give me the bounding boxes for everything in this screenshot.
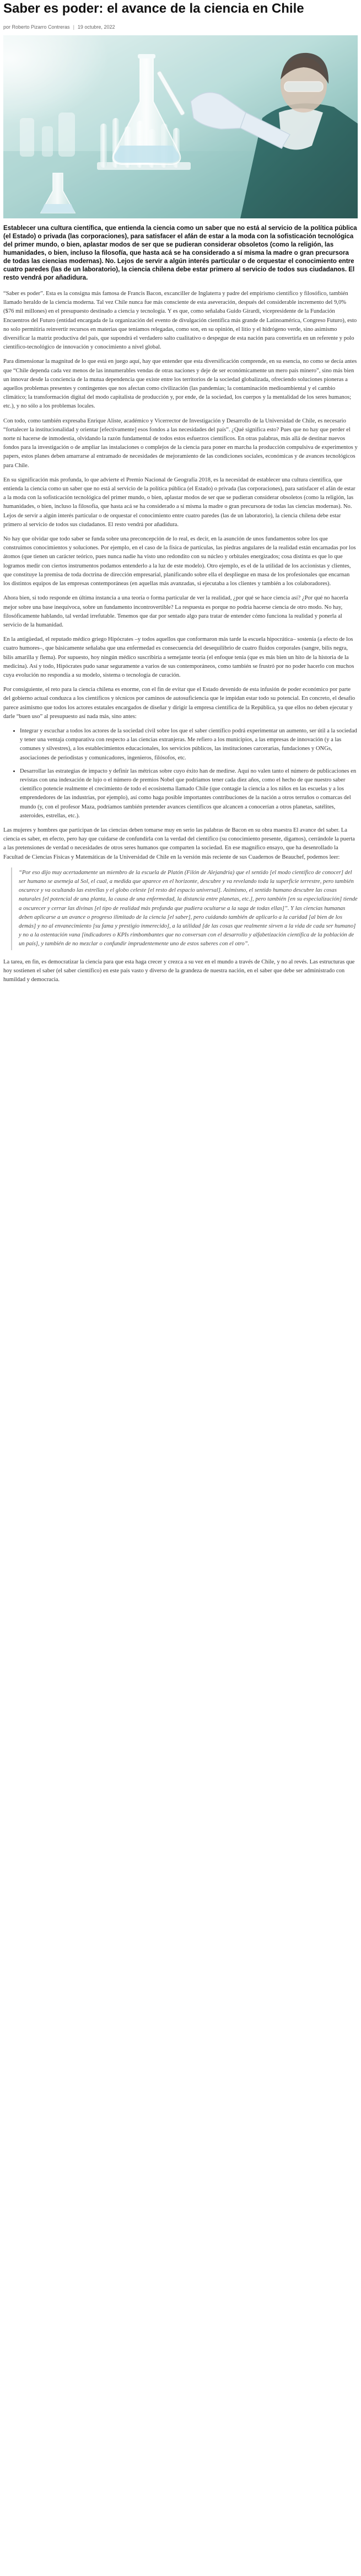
publish-date: 19 octubre, 2022 <box>77 24 115 30</box>
paragraph: Para dimensionar la magnitud de lo que está en juego aquí, hay que entender que esta diversificación comprende, en su esencia, no como se decía antes que “Chile dependa cada vez menos de las innumerables vendas de otras naciones y deje de ser económicamente un mero país minero”, sino más bien un innovar desde la conciencia de la mutua dependencia que existe entre los territorios de la sociedad globalizada, ofreciendo soluciones pioneras a aquellos problemas presentes y contingentes que nos afectan como civilización (las pandemias; la contaminación medioambiental y el cambio climático; la transformación digital del modo capitalista de producción y, por ende, de la sociedad, los cuerpos y la mentalidad de los seres humanos; etc.), y no sólo a los problemas locales. <box>3 358 357 410</box>
byline-separator: | <box>73 24 74 30</box>
quote-text: “Por eso dijo muy acertadamente un miembro de la escuela de Platón (Filón de Alejandría) que el sentido [el modo científico de conocer] del ser humano se asemeja al Sol, el cual, a medida que aparece en el horizonte, descubre y va revelando toda la superficie terrestre, pero también oscurece y va ocultando las estrellas y el globo celeste [el resto del espacio universal]. Asimismo, el sentido humano descubre las cosas naturales [el potencial de una planta, la causa de una enfermedad, la distancia entre planetas, etc.], pero también [en su especialización] tiende a oscurecer y cerrar las divinas [el tipo de realidad más profunda que pudiera ocultarse a la saga de todas ellas]”. Y las ciencias humanas deben aplicarse a un avance o progreso ilimitado de la ciencia [el saber], pero cuidando también de aplicarlo a la caridad [al bien de los demás] y no al envanecimiento [su fama y prestigio inmerecido], a la utilidad [de las cosas que realmente sirven a la vida de cada ser humano] y no a la ostentación vana [indicadores o KPIs rimbombantes que no conversan con el desarrollo y alfabetización científica de la población de un país], y también de no mezclar o confundir imprudentemente uno de estos saberes con el otro”. <box>19 869 358 947</box>
paragraph: En la antigüedad, el reputado médico griego Hipócrates –y todos aquellos que conformaron más tarde la escuela hipocrática– sostenía (a efecto de los cuatro humores–, que básicamente señalaba que una enfermedad es consecuencia del desequilibrio de cuatro fluidos corporales (sangre, bilis negra, bilis amarilla y flema). Por supuesto, hoy ningún médico suscribiría a semejante teoría (el enfoque tenía (que es más bien un hito de la historia de la medicina). Así y todo, Hipócrates pudo sanar seguramente a varios de sus contemporáneos, como también se frustró por no poder hacerlo con muchos cuya evolución no respondía a su modelo, sistema o tecnología de curación. <box>3 636 354 678</box>
blockquote <box>11 867 358 950</box>
paragraph: Las mujeres y hombres que participan de las ciencias deben tomarse muy en serio las palabras de Bacon en su obra maestra El avance del saber. La ciencia es saber, en efecto, pero hay que cuidarse de confundirla con la verdad del científico (su conocimiento presente, digamos), cerrándole la puerta a las pretensiones de verdad o necesidades de otros seres humanos que comparten la sociedad. En ese magnífico ensayo, que ha desenrollado la Facultad de Ciencias Físicas y Matemáticas de la Universidad de Chile en la versión más reciente de sus Cuadernos de Beauchef, podemos leer: <box>3 827 355 860</box>
bullet-list <box>3 727 358 821</box>
paragraph: Con todo, como también expresaba Enrique Aliste, académico y Vicerrector de Investigación y Desarrollo de la Universidad de Chile, es necesario “fortalecer la institucionalidad y orientar [efectivamente] esos fondos a las necesidades del país”. ¿Qué significa esto? Pues que no hay que perder el norte ni hacerse de inmodestia, olvidando la razón fundamental de todos estos esfuerzos científicos. En otras palabras, más allá de destinar nuevos fondos para la investigación o de ampliar las instalaciones o complejos de la ciencia para poner en marcha la producción compulsiva de experimentos y papers, estos planes deben amarrarse al entramado de necesidades de mejoramiento de las condiciones sociales, económicas y de avances tecnológicos para Chile. <box>3 417 358 469</box>
list-item: • Desarrollar las estrategias de impacto y definir las métricas sobre cuyo éxito han de medirse. Aquí no valen tanto el número de publicaciones en revistas con una indexación de lujo o el número de premios Nobel que podríamos tener cada diez años, como el hecho de que nuestro saber científico potencie realmente el crecimiento de todo el ecosistema llamado Chile (que contagie la ciencia a los niños en las escuelas y a los emprendedores de las industrias, por ejemplo), así como haga posible importantes contribuciones de la nación a otros terruños o comarcas del mundo (y, con el profesor Maza, podríamos también pretender avances científicos que alcancen a conocerían a otros planetas, satélites, asteroides, estrellas, etc.). <box>20 767 358 821</box>
paragraph: No hay que olvidar que todo saber se funda sobre una preconcepción de lo real, es decir, en la asunción de unos fundamentos sobre los que construimos conocimientos y soluciones. Por ejemplo, en el caso de la física de partículas, las piedras angulares de la realidad están encarnadas por los átomos (que tienen un carácter teórico, pues nunca nadie ha visto uno redondito con su núcleo y orbitales energizados; cosa distinta es que lo que logramos medir con ciertos instrumentos podamos entenderlo a la luz de este modelo). Otro ejemplo, es el de la utilidad de los accionistas y clientes, que constituye la premisa de toda doctrina de dirección empresarial, planificando sobre ella el despliegue en masa de los profesionales que encarnan los distintos equipos de las empresas contemporáneas (en aquellas más avanzadas, si ejecutaba a los clientes y también a los colaboradores). <box>3 536 356 587</box>
paragraph: “Saber es poder”. Esta es la consigna más famosa de Francis Bacon, excanciller de Inglaterra y padre del empirismo científico y filosófico, también llamado heraldo de la ciencia moderna. Tal vez Chile nunca fue más consciente de esta aseveración, después del considerable incremento del 9,0% ($76 mil millones) en el presupuesto destinado a ciencia y tecnología. Y es que, como señalaba Guido Girardi, vicepresidente de la Fundación Encuentros del Futuro (entidad encargada de la organización del evento de divulgación científica más grande de Latinoamérica, Congreso Futuro), esto no solo permitiría reinvertir recursos en materias que teníamos relegadas, como son, en su opinión, el litio y el hidrógeno verde, sino asimismo diversificar la matriz productiva del país, que supondrá el verdadero salto cualitativo o despegue de esta nación para convertirla en un referente y polo científico-tecnológico de innovación y conocimiento a nivel global. <box>3 291 357 351</box>
author-link[interactable]: por Roberto Pizarro Contreras <box>3 24 70 30</box>
laboratory-scientist-photo-icon <box>3 35 358 218</box>
hero-image <box>3 35 358 218</box>
paragraph: En su significación más profunda, lo que advierte el Premio Nacional de Geografía 2018, es la necesidad de establecer una cultura científica, que entienda la ciencia como un saber que no está al servicio de la política pública (el Estado) o privada (las corporaciones), para satisfacer el afán de estar a la moda con la sofisticación tecnológica del primer mundo, o bien, aplastar modos de ser que se pudieran considerar obsoletos (como la religión, las humanidades, o bien, incluso la filosofía, que hasta acá se ha considerado a sí misma la madre o gran precursora de todas las ciencias modernas). No. Lejos de servir a algún interés particular o de orquestar el conocimiento entre cuatro paredes (las de un laboratorio), la ciencia chilena debe estar primero al servicio de todos sus ciudadanos. El resto vendrá por añadidura. <box>3 476 355 528</box>
closing-paragraph: La tarea, en fin, es democratizar la ciencia para que esta haga crecer y crezca a su vez en el mundo a través de Chile, y no al revés. Las estructuras que hoy sostienen el saber (el saber científico) en este país vasto y diverso de la grandeza de nuestra nación, en el saber que debe ser administrado con humildad y democracia. <box>3 958 355 983</box>
article-byline <box>0 17 361 35</box>
article-lede: Establecer una cultura científica, que entienda la ciencia como un saber que no está al servicio de la política pública (el Estado) o privada (las corporaciones), para satisfacer el afán de estar a la moda con la sofisticación tecnológica del primer mundo, o bien, aplastar modos de ser que se pudieran considerar obsoletos (como la religión, las humanidades, o bien, incluso la filosofía, que hasta acá se ha considerado a sí misma la madre o gran precursora de todas las ciencias modernas). No. Lejos de servir a algún interés particular o de orquestar el conocimiento entre cuatro paredes (las de un laboratorio), la ciencia chilena debe estar primero al servicio de todos sus ciudadanos. El resto vendrá por añadidura. <box>3 224 357 281</box>
article-body <box>0 287 361 984</box>
article-title: Saber es poder: el avance de la ciencia en Chile <box>3 1 304 16</box>
paragraph: Por consiguiente, el reto para la ciencia chilena es enorme, con el fin de evitar que el Estado devenido de esta infusión de poder económico por parte del gobierno actual conduzca a los científicos y técnicos por caminos de autosuficiencia que le impidan estar todo su potencial. En concreto, el desafío parece asimismo que todos los actores estatales encargados de diseñar y dirigir la empresa científica de la República, ya que ellos no deben ejecutar y darle “buen uso” al presupuesto así nada más, sino antes: <box>3 687 355 720</box>
list-item: • Integrar y escuchar a todos los actores de la sociedad civil sobre los que el saber científico podrá experimentar un aumento, ser útil a la sociedad y tener una ventaja comparativa con respecto a las ciencias extranjeras. Me refiero a los municipios, a las empresas de innovación (y a las comunes y silvestres), a los establecimientos educacionales, los servicios públicos, las instituciones carcerarias, fundaciones y ONGs, asociaciones de periodistas y comunicadores, ingenieros, filósofos, etc. <box>20 727 358 763</box>
paragraph: Ahora bien, si todo responde en última instancia a una teoría o forma particular de ver la realidad, ¿por qué se hace ciencia así? ¿Por qué no hacerla mejor sobre una base inequívoca, sobre un fundamento incontrovertible? La respuesta es porque no podría hacerse ciencia de otro modo. No hay, filosóficamente hablando, tal verdad irrefutable. Tenemos que dar por sentado algo para tratar de entender cómo funciona la realidad y ponerla al servicio de la humanidad. <box>3 595 348 628</box>
article-page <box>0 0 361 984</box>
